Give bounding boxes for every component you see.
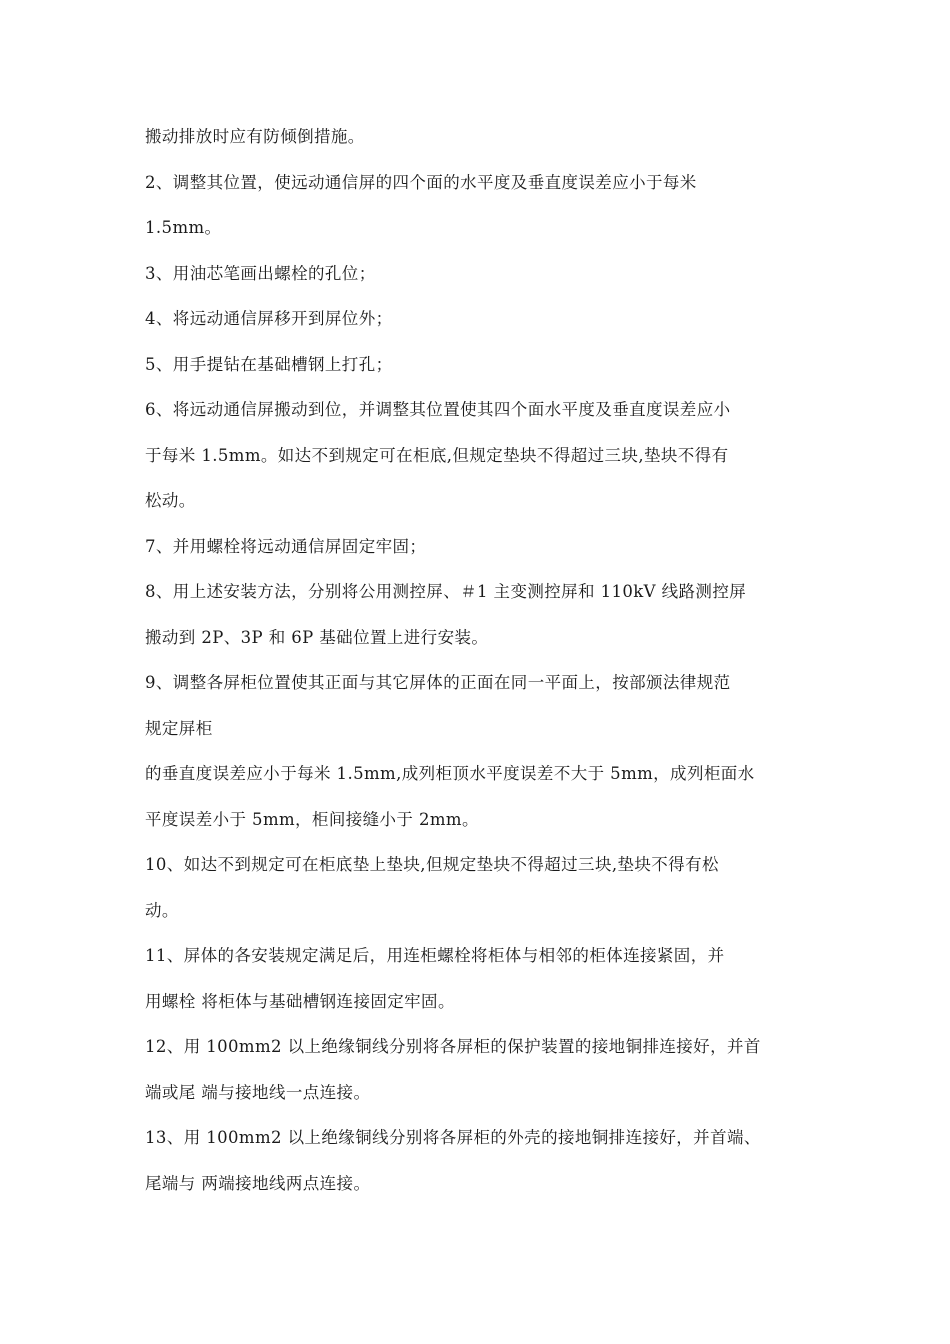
text-line: 松动。 xyxy=(145,491,196,510)
text-line: 13、用 100mm2 以上绝缘铜线分别将各屏柜的外壳的接地铜排连接好，并首端、 xyxy=(145,1128,761,1147)
text-line: 的垂直度误差应小于每米 1.5mm,成列柜顶水平度误差不大于 5mm，成列柜面水 xyxy=(145,764,755,783)
text-line: 1.5mm。 xyxy=(145,218,222,237)
text-line: 12、用 100mm2 以上绝缘铜线分别将各屏柜的保护装置的接地铜排连接好，并首 xyxy=(145,1037,761,1056)
text-line: 5、用手提钻在基础槽钢上打孔； xyxy=(145,354,393,374)
text-line: 动。 xyxy=(145,900,179,920)
text-line: 搬动排放时应有防倾倒措施。 xyxy=(145,127,365,146)
text-line: 用螺栓 将柜体与基础槽钢连接固定牢固。 xyxy=(145,991,455,1011)
text-line: 2、调整其位置，使远动通信屏的四个面的水平度及垂直度误差应小于每米 xyxy=(145,172,697,192)
text-line: 4、将远动通信屏移开到屏位外； xyxy=(145,309,393,328)
text-line: 平度误差小于 5mm，柜间接缝小于 2mm。 xyxy=(145,809,479,829)
text-line: 尾端与 两端接地线两点连接。 xyxy=(145,1173,371,1193)
text-line: 3、用油芯笔画出螺栓的孔位； xyxy=(145,263,376,283)
text-line: 规定屏柜 xyxy=(145,718,213,738)
text-line: 6、将远动通信屏搬动到位，并调整其位置使其四个面水平度及垂直度误差应小 xyxy=(145,400,731,419)
text-line: 于每米 1.5mm。如达不到规定可在柜底,但规定垫块不得超过三块,垫块不得有 xyxy=(145,445,729,465)
text-line: 搬动到 2P、3P 和 6P 基础位置上进行安装。 xyxy=(145,627,489,647)
text-line: 10、如达不到规定可在柜底垫上垫块,但规定垫块不得超过三块,垫块不得有松 xyxy=(145,855,719,874)
document-body xyxy=(145,114,810,1206)
text-line: 7、并用螺栓将远动通信屏固定牢固； xyxy=(145,536,427,556)
text-line: 11、屏体的各安装规定满足后，用连柜螺栓将柜体与相邻的柜体连接紧固，并 xyxy=(145,946,725,965)
text-line: 8、用上述安装方法，分别将公用测控屏、＃1 主变测控屏和 110kV 线路测控屏 xyxy=(145,582,747,601)
text-line: 端或尾 端与接地线一点连接。 xyxy=(145,1082,371,1102)
text-line: 9、调整各屏柜位置使其正面与其它屏体的正面在同一平面上，按部颁法律规范 xyxy=(145,673,731,692)
